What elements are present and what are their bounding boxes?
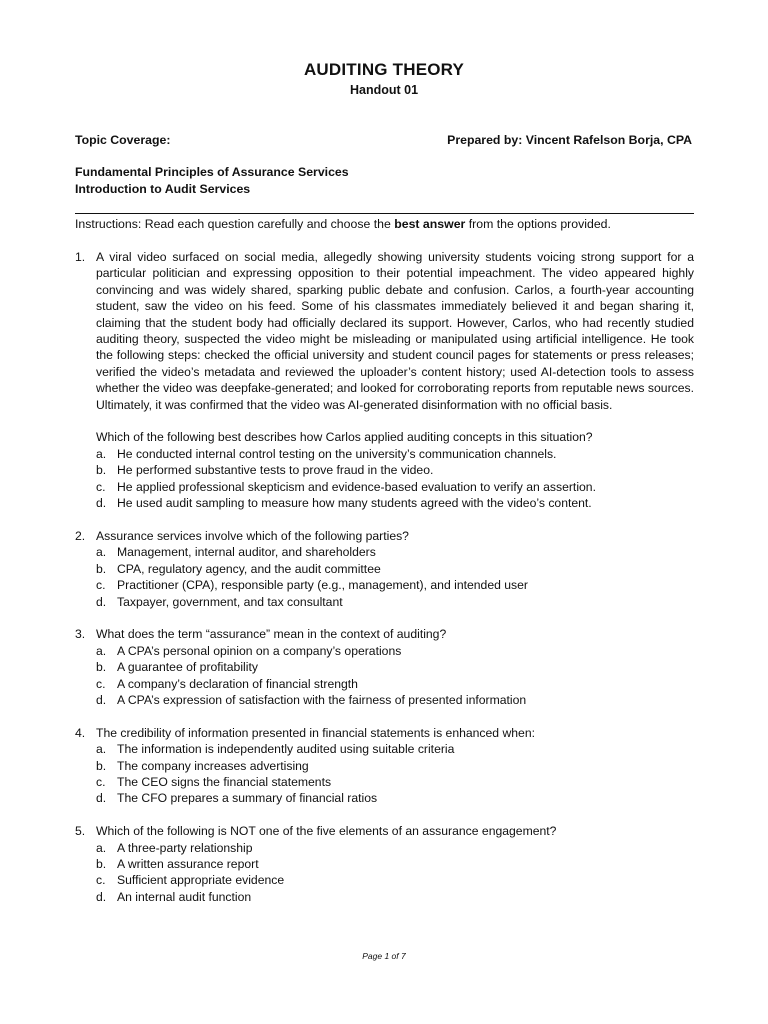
option-item <box>96 872 694 888</box>
option-item <box>96 659 694 675</box>
option-text: A CPA’s personal opinion on a company’s operations <box>117 643 402 658</box>
question-stem: Assurance services involve which of the following parties? <box>96 528 409 543</box>
option-letter: b. <box>96 561 107 576</box>
question-2 <box>75 528 694 610</box>
option-item <box>96 741 694 757</box>
option-letter: d. <box>96 889 107 904</box>
option-text: The information is independently audited using suitable criteria <box>117 742 455 757</box>
option-text: Taxpayer, government, and tax consultant <box>117 594 343 609</box>
option-text: An internal audit function <box>117 889 252 904</box>
option-item <box>96 544 694 560</box>
option-letter: c. <box>96 479 106 494</box>
option-text: He conducted internal control testing on the university’s communication channels. <box>117 446 557 461</box>
option-letter: d. <box>96 692 107 707</box>
question-stem: The credibility of information presented in financial statements is enhanced when: <box>96 725 535 740</box>
question-4 <box>75 725 694 807</box>
option-letter: b. <box>96 463 107 478</box>
topic-item: Fundamental Principles of Assurance Services <box>75 165 349 179</box>
option-text: Sufficient appropriate evidence <box>117 873 285 888</box>
option-text: A written assurance report <box>117 856 259 871</box>
divider <box>75 213 694 214</box>
question-number: 5. <box>75 824 86 839</box>
topic-item: Introduction to Audit Services <box>75 181 251 196</box>
option-text: A three-party relationship <box>117 840 253 855</box>
prepared-by: Prepared by: Vincent Rafelson Borja, CPA <box>447 133 692 147</box>
option-letter: c. <box>96 873 106 888</box>
option-letter: b. <box>96 856 107 871</box>
page-number: Page 1 of 7 <box>362 951 406 961</box>
option-letter: c. <box>96 578 106 593</box>
question-stem: What does the term “assurance” mean in the context of auditing? <box>96 627 447 642</box>
option-text: He used audit sampling to measure how many students agreed with the video’s content. <box>117 496 592 511</box>
option-item <box>96 840 694 856</box>
option-letter: d. <box>96 594 107 609</box>
topic-coverage-label: Topic Coverage: <box>75 133 171 147</box>
option-text: CPA, regulatory agency, and the audit committee <box>117 561 381 576</box>
option-text: A CPA’s expression of satisfaction with the fairness of presented information <box>117 692 527 707</box>
question-list <box>75 249 694 922</box>
meta-row <box>75 133 692 147</box>
option-item <box>96 479 694 495</box>
option-text: A company’s declaration of financial strength <box>117 676 358 691</box>
question-stem: Which of the following best describes how Carlos applied auditing concepts in this situation? <box>96 430 593 445</box>
instructions <box>75 216 694 233</box>
instructions-emphasis: best answer <box>394 217 466 231</box>
question-stem: Which of the following is NOT one of the five elements of an assurance engagement? <box>96 824 557 839</box>
option-text: The company increases advertising <box>117 758 309 773</box>
option-text: He applied professional skepticism and evidence-based evaluation to verify an assertion. <box>117 479 596 494</box>
question-1 <box>75 249 694 511</box>
option-item <box>96 774 694 790</box>
question-number: 2. <box>75 528 86 543</box>
question-number: 3. <box>75 627 86 642</box>
option-letter: c. <box>96 676 106 691</box>
option-letter: b. <box>96 660 107 675</box>
option-text: Practitioner (CPA), responsible party (e.g., management), and intended user <box>117 578 528 593</box>
question-3 <box>75 626 694 708</box>
option-text: He performed substantive tests to prove fraud in the video. <box>117 463 434 478</box>
question-5 <box>75 823 694 905</box>
option-text: Management, internal auditor, and shareholders <box>117 545 376 560</box>
option-item <box>96 889 694 905</box>
option-letter: d. <box>96 791 107 806</box>
option-item <box>96 594 694 610</box>
option-item <box>96 758 694 774</box>
option-item <box>96 692 694 708</box>
option-item <box>96 577 694 593</box>
option-item <box>96 676 694 692</box>
document-title: AUDITING THEORY <box>303 60 465 79</box>
option-item <box>96 495 694 511</box>
option-item <box>96 790 694 806</box>
option-text: The CFO prepares a summary of financial ratios <box>117 791 378 806</box>
instructions-suffix: from the options provided. <box>465 217 611 231</box>
option-item <box>96 462 694 478</box>
topic-list <box>75 164 692 197</box>
option-text: A guarantee of profitability <box>117 660 258 675</box>
option-letter: c. <box>96 774 106 789</box>
option-item <box>96 643 694 659</box>
question-number: 1. <box>75 250 86 264</box>
option-letter: a. <box>96 545 107 560</box>
option-item <box>96 856 694 872</box>
question-number: 4. <box>75 725 86 740</box>
option-letter: a. <box>96 446 107 461</box>
instructions-prefix: Instructions: Read each question carefully and choose the <box>75 217 395 231</box>
option-text: The CEO signs the financial statements <box>117 774 332 789</box>
option-item <box>96 446 694 462</box>
question-scenario: A viral video surfaced on social media, allegedly showing university students voicing strong support for a particular politician and expressing opposition to their potential impeachment. The video appeared highly convincing and was widely shared, sparking public debate and confusion. Carlos, a fourth-year accounting student, saw the video on his feed. Some of his classmates immediately believed it and began sharing it, claiming that the student body had officially declared its support. However, Carlos, who had recently studied auditing theory, suspected the video might be misleading or manipulated using artificial intelligence. He took the following steps: checked the official university and student council pages for statements or press releases; verified the video’s metadata and reviewed the uploader’s content history; used AI-detection tools to assess whether the video was deepfake-generated; and looked for corroborating reports from reputable news sources. Ultimately, it was confirmed that the video was AI-generated disinformation with no official basis. <box>96 250 694 412</box>
option-letter: a. <box>96 840 107 855</box>
option-letter: a. <box>96 643 107 658</box>
option-item <box>96 561 694 577</box>
option-letter: b. <box>96 758 107 773</box>
option-letter: a. <box>96 742 107 757</box>
document-subtitle: Handout 01 <box>349 83 419 97</box>
option-letter: d. <box>96 496 107 511</box>
